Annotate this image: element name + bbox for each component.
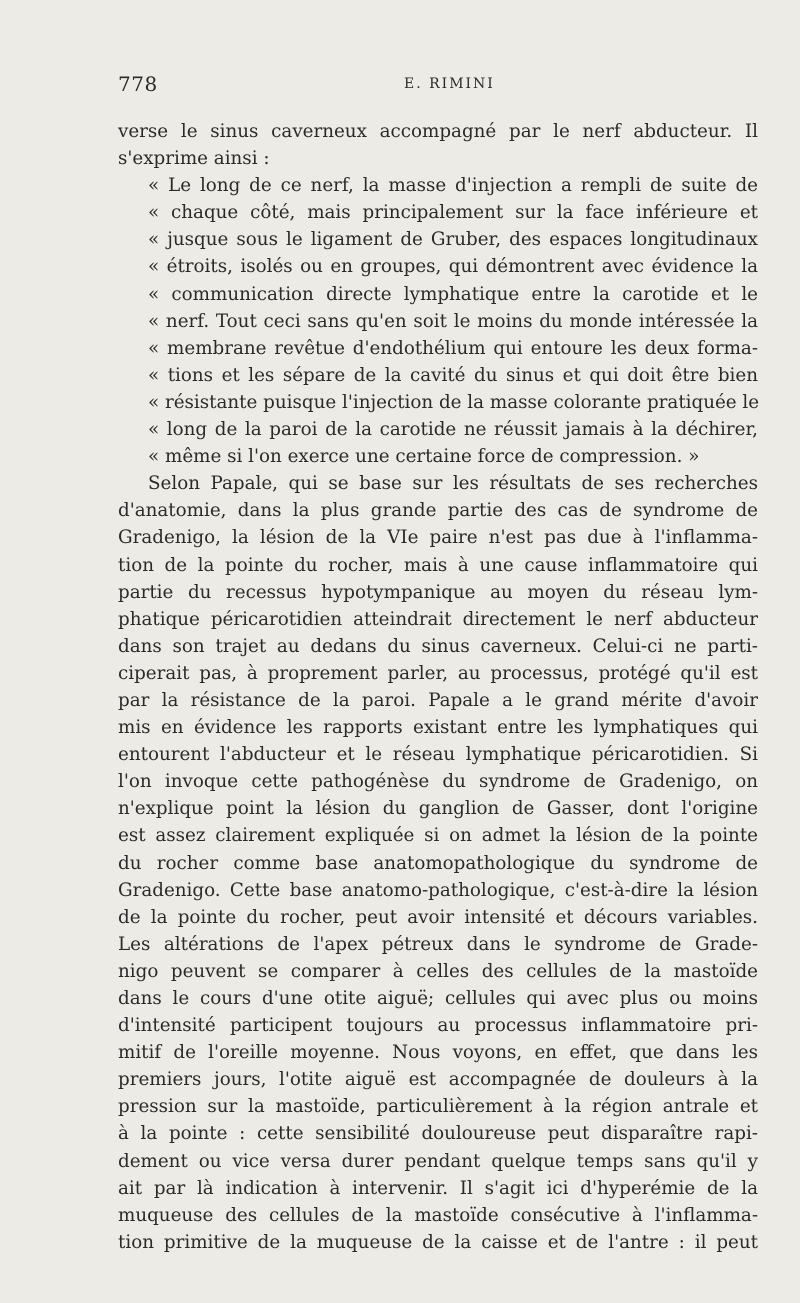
text-line: est assez clairement expliquée si on admet la lésion de la pointe (118, 825, 758, 847)
text-line: « communication directe lymphatique entre la carotide et le (148, 283, 758, 305)
text-line: à la pointe : cette sensibilité douloureuse peut disparaître rapi- (118, 1123, 758, 1145)
text-line: « même si l'on exerce une certaine force de compression. » (148, 446, 700, 468)
text-line: « long de la paroi de la carotide ne réussit jamais à la déchirer, (148, 419, 758, 441)
text-line: partie du recessus hypotympanique au moyen du réseau lym- (118, 581, 758, 603)
text-line: « tions et les sépare de la cavité du sinus et qui doit être bien (148, 364, 758, 386)
body-text (118, 118, 758, 1256)
text-line: l'on invoque cette pathogénèse du syndrome de Gradenigo, on (118, 771, 758, 793)
text-line: d'anatomie, dans la plus grande partie des cas de syndrome de (118, 500, 758, 522)
text-line: « membrane revêtue d'endothélium qui entoure les deux forma- (148, 337, 758, 359)
text-line: ciperait pas, à proprement parler, au processus, protégé qu'il est (118, 662, 758, 684)
text-line: tion primitive de la muqueuse de la caisse et de l'antre : il peut (118, 1231, 758, 1253)
text-line: Selon Papale, qui se base sur les résultats de ses recherches (148, 473, 758, 495)
text-line: ait par là indication à intervenir. Il s'agit ici d'hyperémie de la (118, 1177, 758, 1199)
text-line: n'explique point la lésion du ganglion de Gasser, dont l'origine (118, 798, 758, 820)
page-number: 778 (118, 72, 158, 96)
text-line: « nerf. Tout ceci sans qu'en soit le moins du monde intéressée la (148, 310, 758, 332)
text-line: du rocher comme base anatomopathologique du syndrome de (118, 852, 758, 874)
text-line: dans le cours d'une otite aiguë; cellules qui avec plus ou moins (118, 988, 758, 1009)
running-head: E. RIMINI (404, 76, 495, 92)
text-line: phatique péricarotidien atteindrait directement le nerf abducteur (118, 608, 758, 630)
text-line: dans son trajet au dedans du sinus caverneux. Celui-ci ne parti- (118, 635, 758, 657)
text-line: d'intensité participent toujours au processus inflammatoire pri- (118, 1015, 758, 1037)
text-line: pression sur la mastoïde, particulièrement à la région antrale et (118, 1096, 758, 1118)
page-header (118, 72, 758, 102)
text-line: Gradenigo, la lésion de la VIe paire n'est pas due à l'inflamma- (118, 527, 758, 549)
text-line: Les altérations de l'apex pétreux dans le syndrome de Grade- (118, 933, 758, 955)
text-line: mitif de l'oreille moyenne. Nous voyons, en effet, que dans les (118, 1042, 758, 1064)
text-line: tion de la pointe du rocher, mais à une cause inflammatoire qui (118, 554, 758, 576)
text-line: muqueuse des cellules de la mastoïde consécutive à l'inflamma- (118, 1204, 758, 1226)
text-line: « Le long de ce nerf, la masse d'injection a rempli de suite de (148, 175, 758, 197)
text-line: « jusque sous le ligament de Gruber, des espaces longitudinaux (148, 229, 758, 251)
text-line: de la pointe du rocher, peut avoir intensité et décours variables. (118, 906, 758, 928)
text-line: « étroits, isolés ou en groupes, qui démontrent avec évidence la (148, 256, 758, 278)
text-line: Gradenigo. Cette base anatomo-pathologique, c'est-à-dire la lésion (118, 879, 758, 901)
text-line: verse le sinus caverneux accompagné par le nerf abducteur. Il (118, 121, 758, 142)
text-line: mis en évidence les rapports existant entre les lymphatiques qui (118, 717, 758, 739)
text-line: « résistante puisque l'injection de la masse colorante pratiquée le (148, 391, 760, 413)
text-line: nigo peuvent se comparer à celles des cellules de la mastoïde (118, 960, 758, 982)
text-line: premiers jours, l'otite aiguë est accompagnée de douleurs à la (118, 1069, 758, 1091)
text-line: « chaque côté, mais principalement sur la face inférieure et (148, 202, 758, 224)
text-line: par la résistance de la paroi. Papale a le grand mérite d'avoir (118, 689, 758, 711)
text-line: dement ou vice versa durer pendant quelque temps sans qu'il y (118, 1150, 758, 1172)
text-line: entourent l'abducteur et le réseau lymphatique péricarotidien. Si (118, 744, 758, 766)
text-line: s'exprime ainsi : (118, 148, 270, 170)
